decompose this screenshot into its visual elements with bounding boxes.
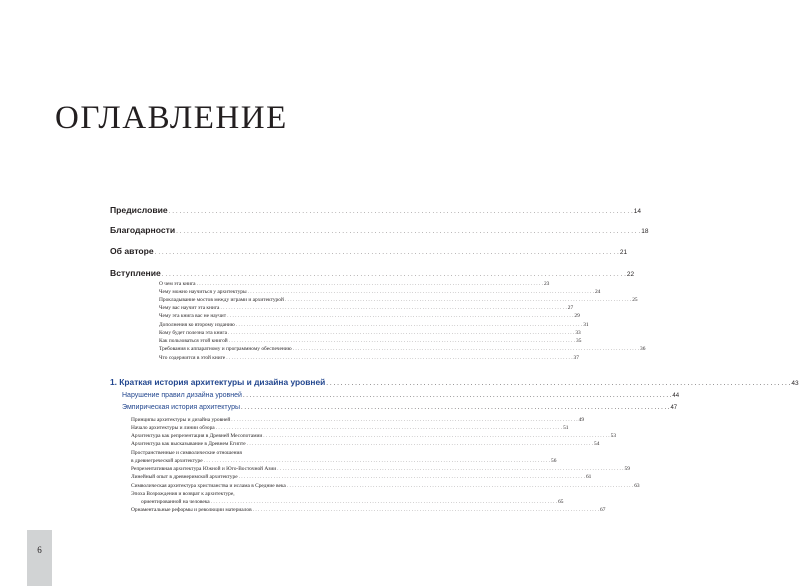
- toc-entry-page: 14: [633, 208, 642, 215]
- toc-entry-page: 67: [600, 507, 606, 513]
- toc-entry-page: 63: [634, 483, 640, 489]
- toc-subentry-line[interactable]: Эпоха Возрождения и возврат к архитектуре,: [131, 491, 235, 497]
- toc-entry-page: 47: [670, 405, 678, 411]
- toc-subentry[interactable]: [159, 305, 574, 311]
- toc-subentry[interactable]: [159, 313, 580, 319]
- toc-subentry[interactable]: [131, 458, 557, 464]
- leader-dots: [293, 346, 639, 352]
- toc-entry-label: Эмпирическая история архитектуры: [122, 404, 241, 411]
- toc-entry-page: 37: [573, 355, 579, 361]
- toc-subentry[interactable]: [159, 346, 646, 352]
- toc-entry-page: 43: [791, 380, 799, 387]
- toc-entry-label: 1. Краткая история архитектуры и дизайна уровней: [110, 377, 326, 387]
- toc-entry-label: Дополнения ко второму изданию: [159, 322, 235, 328]
- toc-entry-label: Об авторе: [110, 246, 154, 256]
- toc-subentry[interactable]: [159, 281, 550, 287]
- page-title: ОГЛАВЛЕНИЕ: [55, 100, 288, 136]
- toc-subentry[interactable]: [131, 441, 600, 447]
- toc-subentry[interactable]: [141, 499, 564, 505]
- toc-entry-label: ориентированной на человека: [141, 499, 210, 505]
- leader-dots: [236, 322, 582, 328]
- toc-entry-label: Чему эта книга вас не научит: [159, 313, 227, 319]
- toc-entry-page: 59: [624, 466, 630, 472]
- toc-subentry[interactable]: [159, 330, 581, 336]
- toc-entry-label: Принципы архитектуры и дизайна уровней: [131, 417, 231, 423]
- leader-dots: [287, 483, 633, 489]
- toc-subentry[interactable]: [159, 322, 589, 328]
- toc-entry-label: Орнаментальные реформы и революции материалов: [131, 507, 252, 513]
- toc-entry-label: Благодарности: [110, 225, 176, 235]
- page-number-tab: [27, 530, 52, 586]
- toc-entry-label: Архитектура как репрезентация в Древней Месопотамии: [131, 433, 263, 439]
- toc-entry-page: 65: [558, 499, 564, 505]
- leader-dots: [241, 405, 669, 411]
- leader-dots: [155, 249, 619, 256]
- toc-entry-label: Предисловие: [110, 205, 168, 215]
- toc-entry-page: 31: [583, 322, 589, 328]
- toc-entry-label: в древнегреческой архитектуре: [131, 458, 203, 464]
- leader-dots: [326, 380, 790, 387]
- toc-subentry[interactable]: [131, 483, 640, 489]
- toc-entry-preface[interactable]: [110, 205, 642, 215]
- leader-dots: [285, 297, 631, 303]
- toc-entry-label: О чем эта книга: [159, 281, 196, 287]
- toc-entry-label: Что содержится в этой книге: [159, 355, 226, 361]
- toc-entry-label: Прокладывание мостов между играми и архитектурой: [159, 297, 284, 303]
- leader-dots: [226, 355, 572, 361]
- toc-subentry[interactable]: [131, 433, 617, 439]
- toc-entry-page: 36: [640, 346, 646, 352]
- leader-dots: [247, 441, 593, 447]
- page-number: 6: [37, 545, 42, 555]
- toc-section[interactable]: [122, 404, 678, 411]
- toc-entry-label: Репрезентативная архитектура Южной и Юго-Восточной Азии: [131, 466, 277, 472]
- toc-entry-page: 23: [543, 281, 550, 287]
- toc-subentry[interactable]: [159, 355, 579, 361]
- leader-dots: [228, 330, 574, 336]
- leader-dots: [211, 499, 557, 505]
- toc-entry-label: Чему можно научиться у архитектуры: [159, 289, 247, 295]
- toc-subentry[interactable]: [159, 297, 638, 303]
- toc-entry-page: 18: [641, 228, 649, 235]
- leader-dots: [227, 313, 573, 319]
- toc-entry-page: 33: [575, 330, 581, 336]
- leader-dots: [277, 466, 623, 472]
- toc-entry-page: 44: [672, 393, 680, 399]
- leader-dots: [162, 271, 626, 278]
- toc-subentry[interactable]: [131, 425, 569, 431]
- toc-entry-page: 51: [563, 425, 569, 431]
- toc-entry-label: Символическая архитектура христианства и ислама в Средние века: [131, 483, 286, 489]
- leader-dots: [239, 474, 585, 480]
- toc-subentry[interactable]: [159, 289, 601, 295]
- toc-entry-label: Линейный опыт в древнеримской архитектуре: [131, 474, 238, 480]
- toc-entry-label: Как пользоваться этой книгой: [159, 338, 228, 344]
- toc-subentry[interactable]: [131, 474, 592, 480]
- toc-entry-label: Архитектура как высказывание в Древнем Египте: [131, 441, 246, 447]
- toc-entry-page: 22: [626, 271, 635, 278]
- leader-dots: [253, 507, 599, 513]
- toc-entry-page: 53: [610, 433, 617, 439]
- toc-entry-page: 25: [632, 297, 638, 303]
- toc-chapter-1[interactable]: [110, 377, 799, 387]
- leader-dots: [263, 433, 609, 439]
- leader-dots: [248, 289, 594, 295]
- leader-dots: [197, 281, 543, 287]
- toc-entry-label: Кому будет полезна эта книга: [159, 330, 227, 336]
- toc-entry-label: Чему вас научит эта книга: [159, 305, 220, 311]
- toc-entry-page: 56: [551, 458, 557, 464]
- toc-subentry[interactable]: [131, 466, 630, 472]
- toc-entry-introduction[interactable]: [110, 268, 635, 278]
- leader-dots: [243, 393, 671, 399]
- toc-entry-page: 49: [578, 417, 585, 423]
- toc-entry-label: Требования к аппаратному и программному обеспечению: [159, 346, 292, 352]
- leader-dots: [231, 417, 577, 423]
- toc-entry-label: Вступление: [110, 268, 161, 278]
- leader-dots: [169, 208, 633, 215]
- leader-dots: [229, 338, 575, 344]
- toc-subentry[interactable]: [159, 338, 582, 344]
- toc-entry-page: 29: [574, 313, 580, 319]
- toc-entry-page: 61: [585, 474, 592, 480]
- toc-subentry[interactable]: [131, 417, 585, 423]
- leader-dots: [220, 305, 566, 311]
- toc-section[interactable]: [122, 392, 680, 399]
- leader-dots: [216, 425, 562, 431]
- toc-entry-label: Нарушение правил дизайна уровней: [122, 392, 242, 399]
- toc-entry-page: 35: [576, 338, 582, 344]
- toc-entry-label: Начало архитектуры и линии обзора: [131, 425, 215, 431]
- toc-entry-page: 21: [619, 249, 628, 256]
- leader-dots: [204, 458, 550, 464]
- leader-dots: [176, 228, 640, 235]
- toc-subentry[interactable]: [131, 507, 606, 513]
- toc-entry-about-author[interactable]: [110, 246, 628, 256]
- toc-entry-page: 54: [594, 441, 600, 447]
- toc-entry-page: 27: [567, 305, 574, 311]
- toc-subentry-line[interactable]: Пространственные и символические отношения: [131, 450, 242, 456]
- toc-entry-acknowledgements[interactable]: [110, 225, 649, 235]
- toc-entry-page: 24: [594, 289, 601, 295]
